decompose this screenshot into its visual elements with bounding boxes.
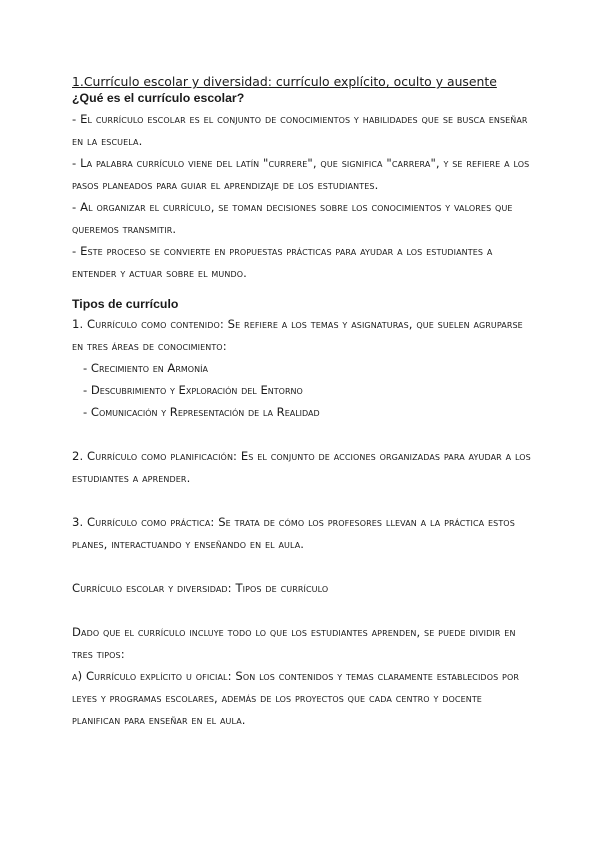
spacer bbox=[72, 489, 534, 511]
curriculum-type-item: 2. Currículo como planificación: Es el conjunto de acciones organizadas para ayudar a los estudiantes a aprender. bbox=[72, 449, 531, 485]
knowledge-areas-list bbox=[72, 357, 534, 423]
list-item: - Comunicación y Representación de la Realidad bbox=[83, 405, 320, 419]
spacer bbox=[72, 599, 534, 621]
curriculum-type-item: a) Currículo explícito u oficial: Son los contenidos y temas claramente establecidos por leyes y programas escolares, además de los proyectos que cada centro y docente planifican para enseñar en el aula. bbox=[72, 669, 520, 727]
paragraph-bullet: - El currículo escolar es el conjunto de conocimientos y habilidades que se busca enseñar en la escuela. bbox=[72, 112, 528, 148]
document-body bbox=[72, 74, 534, 731]
paragraph-bullet: - Al organizar el currículo, se toman decisiones sobre los conocimientos y valores que queremos transmitir. bbox=[72, 200, 513, 236]
curriculum-type-item: 1. Currículo como contenido: Se refiere a los temas y asignaturas, que suelen agruparse en tres áreas de conocimiento: bbox=[72, 317, 523, 353]
paragraph: Dado que el currículo incluye todo lo que los estudiantes aprenden, se puede dividir en tres tipos: bbox=[72, 625, 516, 661]
paragraph-bullet: - La palabra currículo viene del latín "currere", que significa "carrera", y se refiere a los pasos planeados para guiar el aprendizaje de los estudiantes. bbox=[72, 156, 530, 192]
list-item: - Crecimiento en Armonía bbox=[83, 361, 208, 375]
subsection-heading: Tipos de currículo bbox=[72, 297, 179, 311]
spacer bbox=[72, 423, 534, 445]
spacer bbox=[72, 284, 534, 295]
spacer bbox=[72, 555, 534, 577]
section-heading: Currículo escolar y diversidad: Tipos de currículo bbox=[72, 581, 329, 595]
paragraph-bullet: - Este proceso se convierte en propuestas prácticas para ayudar a los estudiantes a entender y actuar sobre el mundo. bbox=[72, 244, 493, 280]
curriculum-type-item: 3. Currículo como práctica: Se trata de cómo los profesores llevan a la práctica estos planes, interactuando y enseñando en el aula. bbox=[72, 515, 515, 551]
list-item: - Descubrimiento y Exploración del Entorno bbox=[83, 383, 303, 397]
question-heading: ¿Qué es el currículo escolar? bbox=[72, 91, 245, 105]
section-heading: 1.Currículo escolar y diversidad: currículo explícito, oculto y ausente bbox=[72, 74, 497, 89]
